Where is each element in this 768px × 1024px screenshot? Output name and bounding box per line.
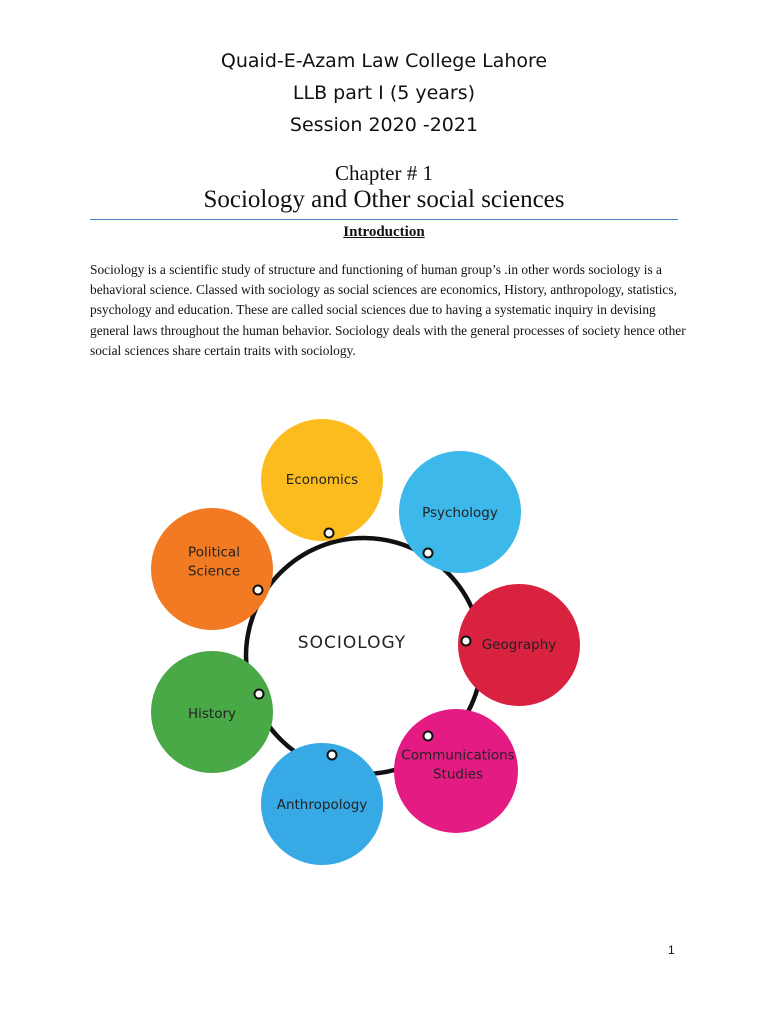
session-title: Session 2020 -2021: [289, 114, 479, 136]
anthropology-label: [277, 797, 368, 813]
introduction-heading: Introduction: [343, 224, 425, 240]
anthropology-label-line: Anthropology: [276, 797, 368, 813]
economics-connector-dot: [325, 529, 334, 538]
page-number: 1: [668, 943, 675, 957]
institution-title: Quaid-E-Azam Law College Lahore: [220, 50, 548, 72]
history-label: [188, 706, 236, 722]
history-label-line: History: [187, 706, 237, 722]
political-science-connector-dot: [254, 586, 263, 595]
economics-label-line: Economics: [285, 472, 359, 488]
psychology-label: [422, 505, 498, 521]
anthropology-connector-dot: [328, 751, 337, 760]
geography-label-line: Geography: [481, 637, 557, 653]
geography-label: [482, 637, 557, 653]
communications-studies-label-line: Communications: [401, 747, 515, 764]
psychology-connector-dot: [424, 549, 433, 558]
communications-studies-connector-dot: [424, 732, 433, 741]
communications-studies-label-line: Studies: [432, 766, 484, 783]
chapter-number: Chapter # 1: [335, 161, 433, 185]
history-connector-dot: [255, 690, 264, 699]
introduction-paragraph: Sociology is a scientific study of structure and functioning of human group’s .in other words sociology is a behavioral science. Classed with sociology as social sciences are economics, History, anthropology, statistics, psychology and education. These are called social sciences due to having a systematic inquiry in devising general laws throughout the human behavior. Sociology deals with the general processes of society hence other social sciences share certain traits with sociology.: [90, 262, 686, 358]
sociology-center-label: SOCIOLOGY: [297, 633, 407, 653]
economics-label: [286, 472, 358, 488]
chapter-title: Sociology and Other social sciences: [203, 186, 565, 213]
geography-connector-dot: [462, 637, 471, 646]
political-science-label-line: Political: [188, 544, 240, 561]
political-science-label-line: Science: [187, 563, 241, 580]
program-title: LLB part I (5 years): [292, 82, 476, 104]
psychology-label-line: Psychology: [422, 505, 498, 521]
